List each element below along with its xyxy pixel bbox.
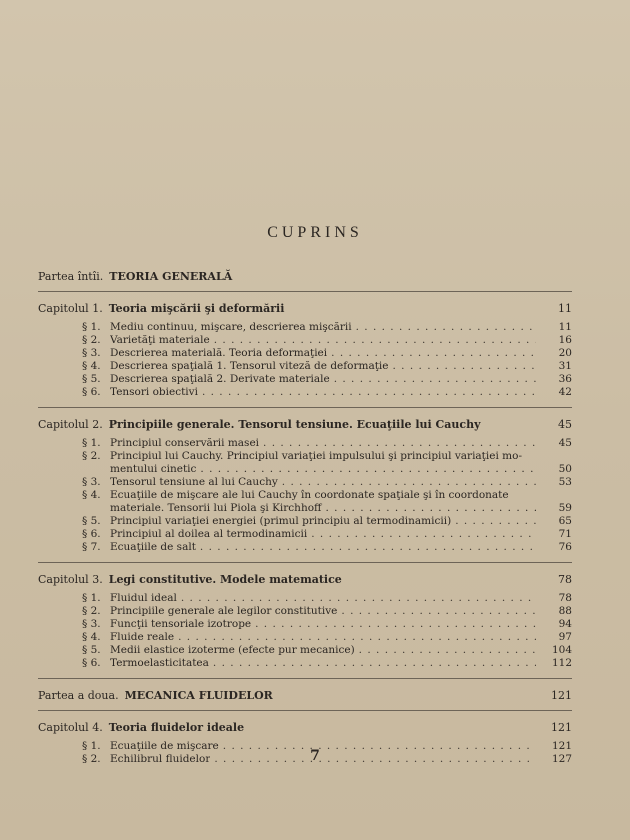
section-page: 50: [558, 463, 572, 475]
divider: [38, 710, 572, 711]
toc-entry: [38, 541, 572, 554]
chapter-heading: [38, 573, 572, 586]
leader-dots: [200, 541, 536, 554]
chapter-heading: [38, 418, 572, 431]
part-label: Partea întîi.: [38, 270, 104, 283]
toc-entry: [38, 437, 572, 450]
section-page: 42: [558, 386, 572, 398]
section-page: 112: [551, 657, 572, 669]
toc-entry: [38, 360, 572, 373]
section-page: 127: [551, 753, 572, 765]
leader-dots: [455, 515, 536, 528]
page-number: 7: [310, 748, 320, 764]
toc-entry: [38, 605, 572, 618]
section-text: Principiile generale ale legilor constitutive: [110, 605, 338, 617]
part-page: 121: [551, 689, 572, 702]
chapter-heading: [38, 721, 572, 734]
toc-entry: [38, 489, 572, 502]
chapter-title: Principiile generale. Tensorul tensiune. Ecuaţiile lui Cauchy: [108, 418, 481, 431]
section-page: 16: [558, 334, 572, 346]
chapter-label: Capitolul 4.: [38, 721, 103, 734]
section-number: § 6.: [82, 528, 101, 540]
section-page: 97: [558, 631, 572, 643]
section-text: Ecuaţiile de mişcare: [110, 740, 219, 752]
section-number: § 3.: [82, 476, 101, 488]
part-heading: [38, 689, 572, 702]
section-text: Echilibrul fluidelor: [110, 753, 211, 765]
section-number: § 1.: [82, 740, 101, 752]
section-text: Ecuaţiile de salt: [110, 541, 196, 553]
leader-dots: [181, 592, 536, 605]
section-number: § 2.: [82, 450, 101, 462]
section-text: Tensorul tensiune al lui Cauchy: [110, 476, 278, 488]
section-number: § 4.: [82, 360, 101, 372]
chapter-page: 11: [558, 302, 572, 315]
section-page: 36: [558, 373, 572, 385]
section-number: § 2.: [82, 605, 101, 617]
section-page: 104: [551, 644, 572, 656]
chapter-label: Capitolul 1.: [38, 302, 103, 315]
divider: [38, 407, 572, 408]
toc-entry: [38, 515, 572, 528]
leader-dots: [326, 502, 537, 515]
section-text-cont: materiale. Tensorii lui Piola şi Kirchhoff: [110, 502, 322, 514]
leader-dots: [200, 463, 536, 476]
section-text: Descrierea spaţială 1. Tensorul viteză de deformaţie: [110, 360, 389, 372]
part-title: TEORIA GENERALĂ: [109, 270, 233, 283]
chapter-title: Legi constitutive. Modele matematice: [108, 573, 342, 586]
section-page: 71: [558, 528, 572, 540]
toc-entry: [38, 644, 572, 657]
leader-dots: [214, 334, 536, 347]
table-of-contents: [38, 270, 572, 766]
section-number: § 3.: [82, 347, 101, 359]
section-text: Fluidul ideal: [110, 592, 177, 604]
toc-entry: [38, 631, 572, 644]
section-text: Tensori obiectivi: [110, 386, 198, 398]
section-page: 94: [558, 618, 572, 630]
toc-entry: [38, 334, 572, 347]
section-text: Funcţii tensoriale izotrope: [110, 618, 252, 630]
toc-entry: [38, 386, 572, 399]
section-text: Fluide reale: [110, 631, 175, 643]
chapters-list: [38, 302, 572, 679]
toc-entry: [38, 657, 572, 670]
section-number: § 3.: [82, 618, 101, 630]
leader-dots: [359, 644, 536, 657]
section-number: § 1.: [82, 437, 101, 449]
section-number: § 5.: [82, 644, 101, 656]
section-page: 76: [558, 541, 572, 553]
section-text: Varietăţi materiale: [110, 334, 210, 346]
leader-dots: [282, 476, 536, 489]
chapter-label: Capitolul 2.: [38, 418, 103, 431]
section-text: Principiul conservării masei: [110, 437, 260, 449]
section-number: § 7.: [82, 541, 101, 553]
leader-dots: [255, 618, 536, 631]
section-number: § 2.: [82, 334, 101, 346]
page-title: CUPRINS: [267, 224, 363, 241]
chapter-label: Capitolul 3.: [38, 573, 103, 586]
toc-entry: [38, 450, 572, 463]
section-page: 78: [558, 592, 572, 604]
section-text: Medii elastice izoterme (efecte pur mecanice): [110, 644, 355, 656]
section-number: § 2.: [82, 753, 101, 765]
part-heading: [38, 270, 572, 283]
section-text: Principiul variaţiei energiei (primul principiu al termodinamicii): [110, 515, 452, 527]
chapter-page: 121: [551, 721, 572, 734]
section-text: Ecuaţiile de mişcare ale lui Cauchy în coordonate spaţiale şi în coordonate: [110, 489, 509, 501]
leader-dots: [331, 347, 536, 360]
section-page: 31: [558, 360, 572, 372]
part-title: MECANICA FLUIDELOR: [124, 689, 273, 702]
toc-entry-continuation: [38, 502, 572, 515]
toc-entry-continuation: [38, 463, 572, 476]
section-number: § 4.: [82, 631, 101, 643]
toc-entry: [38, 618, 572, 631]
section-page: 11: [558, 321, 572, 333]
section-page: 121: [551, 740, 572, 752]
section-number: § 1.: [82, 321, 101, 333]
section-page: 53: [558, 476, 572, 488]
section-number: § 4.: [82, 489, 101, 501]
chapter-title: Teoria fluidelor ideale: [108, 721, 245, 734]
toc-entry: [38, 347, 572, 360]
section-page: 20: [558, 347, 572, 359]
part-label: Partea a doua.: [38, 689, 119, 702]
section-number: § 6.: [82, 386, 101, 398]
section-number: § 5.: [82, 373, 101, 385]
leader-dots: [213, 657, 536, 670]
section-text: Mediu continuu, mişcare, descrierea mişcării: [110, 321, 352, 333]
chapter-heading: [38, 302, 572, 315]
divider: [38, 678, 572, 679]
leader-dots: [178, 631, 536, 644]
section-number: § 5.: [82, 515, 101, 527]
section-text: Termoelasticitatea: [110, 657, 209, 669]
toc-entry: [38, 528, 572, 541]
section-text: Principiul lui Cauchy. Principiul variaţiei impulsului şi principiul variaţiei mo-: [110, 450, 522, 462]
leader-dots: [393, 360, 537, 373]
chapter-page: 78: [558, 573, 572, 586]
section-page: 88: [558, 605, 572, 617]
toc-entry: [38, 476, 572, 489]
chapter-page: 45: [558, 418, 572, 431]
section-text: Principiul al doilea al termodinamicii: [110, 528, 308, 540]
toc-entry: [38, 321, 572, 334]
section-page: 45: [558, 437, 572, 449]
section-number: § 6.: [82, 657, 101, 669]
divider: [38, 562, 572, 563]
section-text: Descrierea materială. Teoria deformaţiei: [110, 347, 328, 359]
leader-dots: [356, 321, 536, 334]
section-page: 59: [558, 502, 572, 514]
divider: [38, 291, 572, 292]
leader-dots: [341, 605, 536, 618]
section-page: 65: [558, 515, 572, 527]
section-number: § 1.: [82, 592, 101, 604]
section-text: Descrierea spaţială 2. Derivate materiale: [110, 373, 330, 385]
chapter-title: Teoria mişcării şi deformării: [108, 302, 285, 315]
leader-dots: [334, 373, 536, 386]
toc-entry: [38, 373, 572, 386]
toc-entry: [38, 592, 572, 605]
leader-dots: [311, 528, 536, 541]
leader-dots: [202, 386, 536, 399]
section-text-cont: mentului cinetic: [110, 463, 197, 475]
leader-dots: [263, 437, 536, 450]
